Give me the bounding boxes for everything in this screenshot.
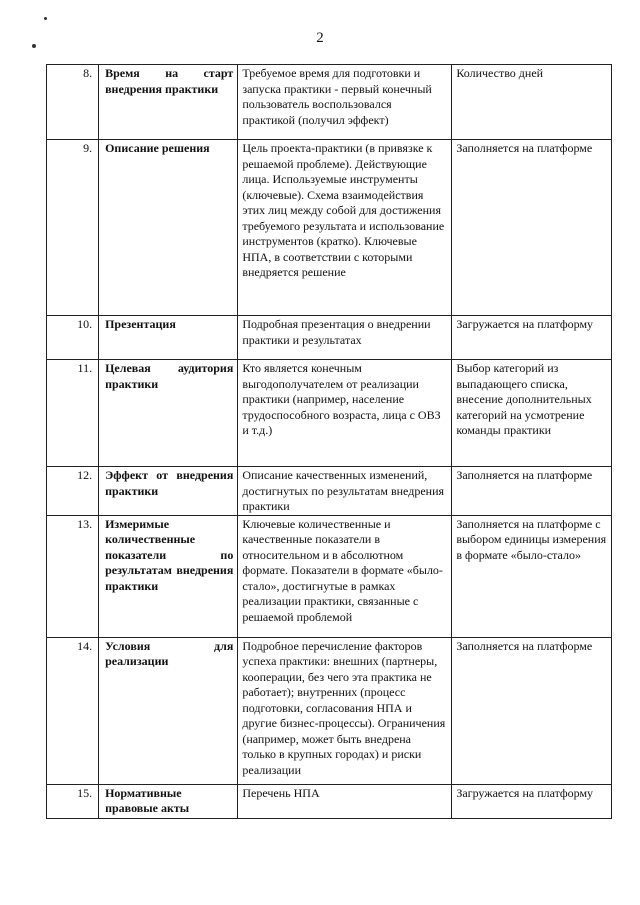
field-name: Измеримые количественные показатели по результатам внедрения практики bbox=[99, 515, 238, 637]
fill-method: Заполняется на платформе bbox=[452, 140, 612, 316]
table-row bbox=[47, 65, 612, 140]
field-description: Описание качественных изменений, достигнутых по результатам внедрения практики bbox=[238, 467, 452, 516]
row-number: 14. bbox=[47, 637, 99, 784]
field-name: Описание решения bbox=[99, 140, 238, 316]
table-row bbox=[47, 316, 612, 360]
row-number: 11. bbox=[47, 360, 99, 467]
field-description: Перечень НПА bbox=[238, 784, 452, 818]
field-description: Кто является конечным выгодополучателем от реализации практики (например, население трудоспособного возраста, лица с ОВЗ и т.д.) bbox=[238, 360, 452, 467]
field-description: Подробная презентация о внедрении практики и результатах bbox=[238, 316, 452, 360]
field-name: Условия для реализации bbox=[99, 637, 238, 784]
row-number: 12. bbox=[47, 467, 99, 516]
row-number: 9. bbox=[47, 140, 99, 316]
fill-method: Количество дней bbox=[452, 65, 612, 140]
table-row bbox=[47, 360, 612, 467]
table-row bbox=[47, 784, 612, 818]
table-row bbox=[47, 140, 612, 316]
fill-method: Выбор категорий из выпадающего списка, внесение дополнительных категорий на усмотрение команды практики bbox=[452, 360, 612, 467]
field-description: Подробное перечисление факторов успеха практики: внешних (партнеры, кооперации, без чего эта практика не работает); внутренних (процесс подготовки, согласования НПА и другие бизнес-процессы). Ограничения (например, может быть внедрена только в крупных городах) и риски реализации bbox=[238, 637, 452, 784]
fill-method: Заполняется на платформе с выбором единицы измерения в формате «было-стало» bbox=[452, 515, 612, 637]
row-number: 10. bbox=[47, 316, 99, 360]
field-description: Требуемое время для подготовки и запуска практики - первый конечный пользователь воспользовался практикой (получил эффект) bbox=[238, 65, 452, 140]
page-number: 2 bbox=[316, 30, 324, 46]
field-name: Целевая аудитория практики bbox=[99, 360, 238, 467]
practice-table bbox=[46, 64, 612, 819]
fill-method: Заполняется на платформе bbox=[452, 637, 612, 784]
field-description: Ключевые количественные и качественные показатели в относительном и в абсолютном формате. Показатели в формате «было-стало», достигнутые в рамках реализации практики, связанные с решаемой проблемой bbox=[238, 515, 452, 637]
field-name: Время на старт внедрения практики bbox=[99, 65, 238, 140]
field-name: Презентация bbox=[99, 316, 238, 360]
scan-mark bbox=[44, 17, 47, 20]
table-row bbox=[47, 467, 612, 516]
fill-method: Загружается на платформу bbox=[452, 316, 612, 360]
field-name: Эффект от внедрения практики bbox=[99, 467, 238, 516]
table-row bbox=[47, 637, 612, 784]
fill-method: Заполняется на платформе bbox=[452, 467, 612, 516]
field-name: Нормативные правовые акты bbox=[99, 784, 238, 818]
fill-method: Загружается на платформу bbox=[452, 784, 612, 818]
table-row bbox=[47, 515, 612, 637]
row-number: 8. bbox=[47, 65, 99, 140]
field-description: Цель проекта-практики (в привязке к решаемой проблеме). Действующие лица. Используемые инструменты (ключевые). Схема взаимодействия этих лиц между собой для достижения требуемого результата и использование инструментов (кратко). Ключевые НПА, в соответствии с которыми внедряется решение bbox=[238, 140, 452, 316]
row-number: 15. bbox=[47, 784, 99, 818]
row-number: 13. bbox=[47, 515, 99, 637]
